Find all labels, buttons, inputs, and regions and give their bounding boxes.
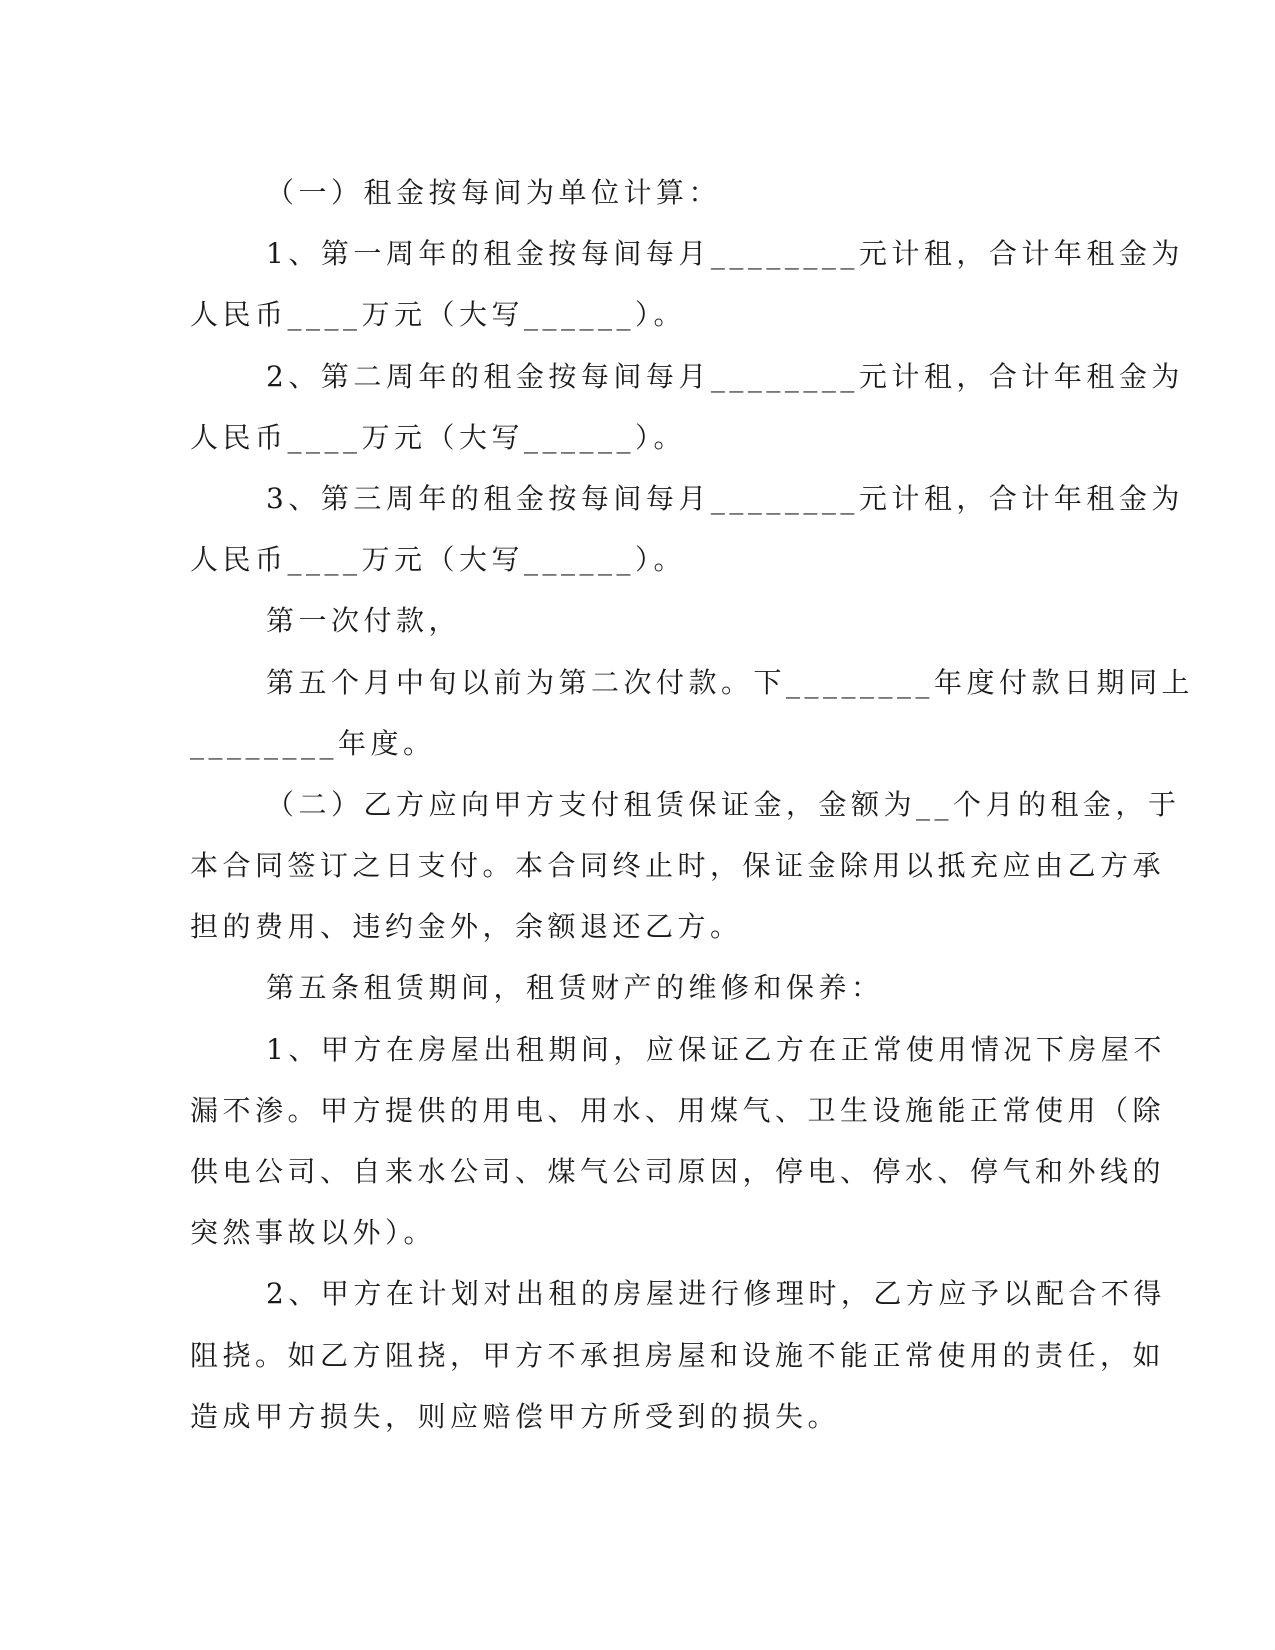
rent-year-1-line-1: 1、第一周年的租金按每间每月________元计租，合计年租金为 bbox=[266, 237, 1184, 271]
maintenance-item-2-line-2: 阻挠。如乙方阻挠，甲方不承担房屋和设施不能正常使用的责任，如 bbox=[190, 1338, 1166, 1372]
rent-year-3-line-1: 3、第三周年的租金按每间每月________元计租，合计年租金为 bbox=[266, 481, 1184, 515]
deposit-line-3: 担的费用、违约金外，余额退还乙方。 bbox=[190, 910, 743, 944]
section-heading-rent-calculation: （一）租金按每间为单位计算： bbox=[266, 176, 722, 209]
document-body bbox=[190, 162, 1195, 1447]
rent-year-3-line-2: 人民币____万元（大写______）。 bbox=[190, 543, 687, 577]
rent-year-2-line-1: 2、第二周年的租金按每间每月________元计租，合计年租金为 bbox=[266, 359, 1184, 393]
first-payment-line: 第一次付款， bbox=[266, 604, 462, 638]
rent-year-1-line-2: 人民币____万元（大写______）。 bbox=[190, 298, 687, 332]
deposit-line-2: 本合同签订之日支付。本合同终止时，保证金除用以抵充应由乙方承 bbox=[190, 849, 1166, 883]
maintenance-item-2-line-1: 2、甲方在计划对出租的房屋进行修理时，乙方应予以配合不得 bbox=[266, 1277, 1166, 1311]
article-five-heading: 第五条租赁期间，租赁财产的维修和保养： bbox=[266, 971, 884, 1005]
maintenance-item-2-line-3: 造成甲方损失，则应赔偿甲方所受到的损失。 bbox=[190, 1399, 841, 1433]
deposit-line-1: （二）乙方应向甲方支付租赁保证金，金额为__个月的租金，于 bbox=[266, 787, 1181, 821]
second-payment-line-2: ________年度。 bbox=[190, 726, 436, 760]
second-payment-line-1: 第五个月中旬以前为第二次付款。下________年度付款日期同上 bbox=[266, 665, 1195, 699]
maintenance-item-1-line-3: 供电公司、自来水公司、煤气公司原因，停电、停水、停气和外线的 bbox=[190, 1155, 1166, 1188]
maintenance-item-1-line-4: 突然事故以外）。 bbox=[190, 1216, 437, 1250]
maintenance-item-1-line-1: 1、甲方在房屋出租期间，应保证乙方在正常使用情况下房屋不 bbox=[266, 1032, 1166, 1066]
maintenance-item-1-line-2: 漏不渗。甲方提供的用电、用水、用煤气、卫生设施能正常使用（除 bbox=[190, 1093, 1166, 1127]
rent-year-2-line-2: 人民币____万元（大写______）。 bbox=[190, 420, 687, 454]
